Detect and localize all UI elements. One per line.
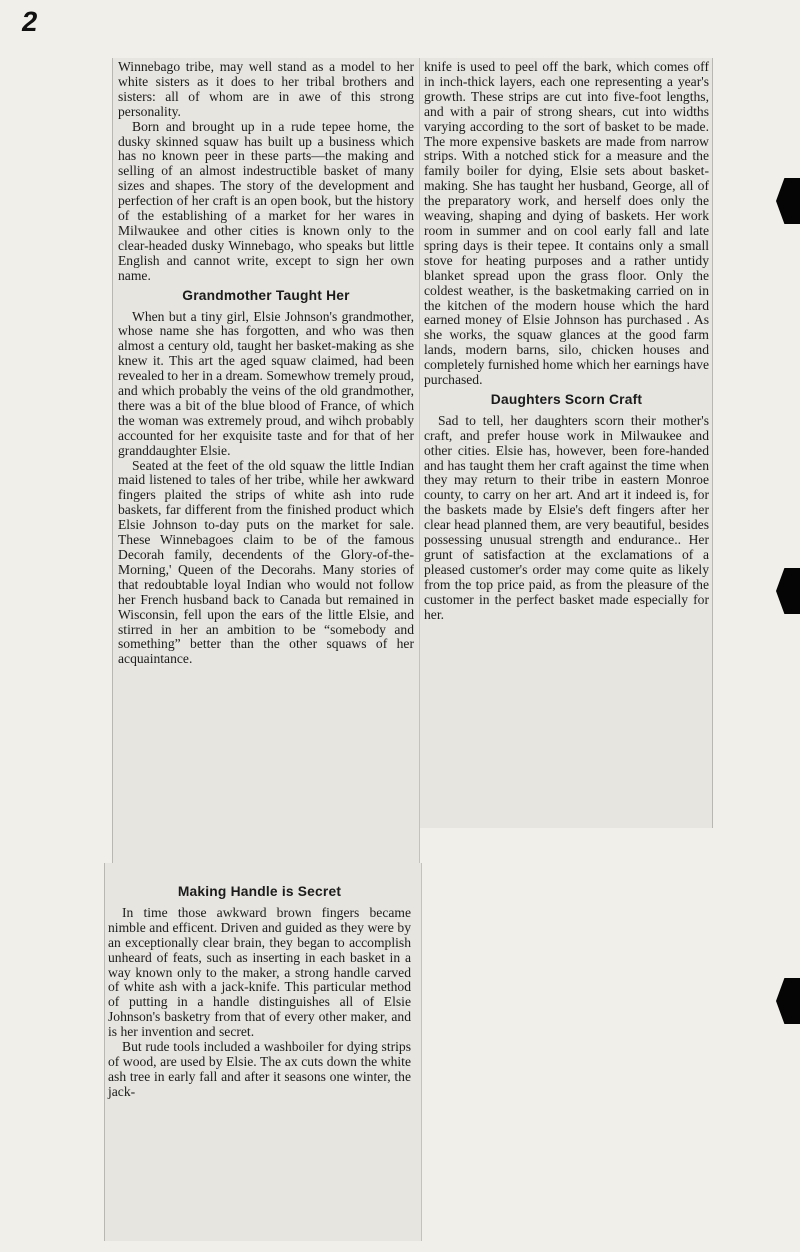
article-left-column bbox=[118, 60, 414, 667]
binder-tab-marker bbox=[776, 978, 800, 1024]
paragraph: knife is used to peel off the bark, which comes off in inch-thick layers, each one representing a year's growth. These strips are cut into five-foot lengths, and with a pair of strong shears, cut into widths varying according to the sort of basket to be made. The more expensive baskets are made from narrow strips. With a notched stick for a measure and the family boiler for dying, Elsie sets about basket-making. She has taught her husband, George, all of the preparatory work, and herself does only the weaving, shaping and dying of baskets. Her work room in summer and on cool early fall and late spring days is their tepee. It contains only a small stove for heating purposes and a rather untidy blanket spread upon the grass floor. Only the coldest weather, is the basketmaking carried on in the kitchen of the modern house which the hard earned money of Elsie Johnson has purchased . As she works, the squaw glances at the good farm lands, modern barns, silo, chicken houses and completely furnished home which her earnings have purchased. bbox=[424, 59, 709, 388]
paragraph: Winnebago tribe, may well stand as a model to her white sisters as it does to her tribal brothers and sisters: all of whom are in awe of this strong personality. bbox=[118, 59, 414, 119]
paragraph: But rude tools included a washboiler for dying strips of wood, are used by Elsie. The ax cuts down the white ash tree in early fall and after it seasons one winter, the jack- bbox=[108, 1039, 411, 1099]
subheading: Grandmother Taught Her bbox=[182, 287, 350, 303]
binder-tab-marker bbox=[776, 178, 800, 224]
paragraph: In time those awkward brown fingers became nimble and efficent. Driven and guided as they were by an exceptionally clear brain, they began to accomplish unheard of feats, such as inserting in each basket in a way known only to the maker, a strong handle carved of white ash with a jack-knife. This particular method of putting in a handle distinguishes all of Elsie Johnson's basketry from that of every other maker, and is her invention and secret. bbox=[108, 904, 411, 1040]
paragraph: Born and brought up in a rude tepee home, the dusky skinned squaw has built up a business which has no known peer in these parts—the making and selling of an almost indestructible basket of many sizes and shapes. The story of the development and perfection of her craft is an open book, but the history of the establishing of a market for her wares in Milwaukee and other cities is known only to the clear-headed dusky Winnebago, who speaks but little English and cannot write, except to sign her own name. bbox=[118, 118, 414, 283]
page-number: 2 bbox=[19, 6, 40, 37]
paragraph: When but a tiny girl, Elsie Johnson's grandmother, whose name she has forgotten, and who was then almost a century old, taught her basket-making as she knew it. This art the aged squaw claimed, had been revealed to her in a dream. Somewhow tremely proud, and which probably the veins of the old grandmother, there was a bit of the blue blood of France, of which the woman was extremely proud, and wihch probably accounted for her exquisite taste and for that of her granddaughter Elsie. bbox=[118, 308, 414, 458]
paragraph: Seated at the feet of the old squaw the little Indian maid listened to tales of her tribe, while her awkward fingers plaited the strips of white ash into rude baskets, far different from the finished product which Elsie Johnson to-day puts on the market for sale. These Winnebagoes claim to be of the famous Decorah family, decendents of the Glory-of-the-Morning,' Queen of the Decorahs. Many stories of that redoubtable loyal Indian who would not follow her French husband back to Canada but remained in Wisconsin, fell upon the ears of the little Elsie, and stirred in her an ambition to be “somebody and something” better than the other squaws of her acquaintance. bbox=[118, 457, 414, 667]
binder-tab-marker bbox=[776, 568, 800, 614]
subheading: Daughters Scorn Craft bbox=[490, 391, 643, 407]
article-right-column bbox=[424, 60, 709, 623]
paragraph: Sad to tell, her daughters scorn their mother's craft, and prefer house work in Milwaukee and other cities. Elsie has, however, been fore-handed and has taught them her craft against the time when they may return to their tribe in eastern Monroe county, to carry on her art. And art it indeed is, for the baskets made by Elsie's deft fingers after her clear head planned them, are very beautiful, besides possessing unusual strength and endurance.. Her grunt of satisfaction at the exclamations of a pleased customer's order may come quite as likely from the top price paid, as from the pleasure of the customer in the perfect basket made especially for her. bbox=[424, 412, 709, 622]
article-left-column-continued bbox=[108, 880, 411, 1100]
subheading: Making Handle is Secret bbox=[177, 884, 342, 899]
